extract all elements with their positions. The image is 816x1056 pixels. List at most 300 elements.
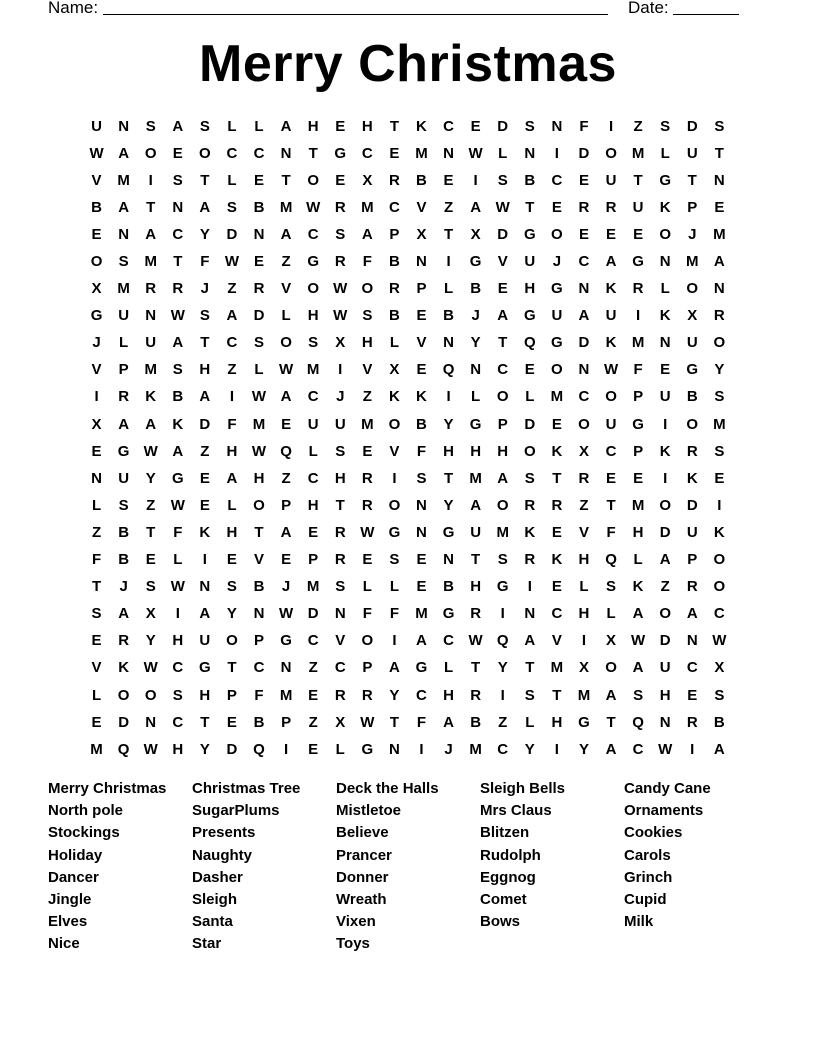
grid-letter: L bbox=[525, 388, 535, 406]
grid-letter: E bbox=[91, 225, 102, 243]
grid-letter: R bbox=[524, 551, 536, 569]
grid-letter: C bbox=[307, 469, 319, 487]
grid-letter: Z bbox=[227, 361, 237, 379]
grid-row bbox=[83, 492, 733, 519]
grid-letter: U bbox=[524, 253, 536, 271]
grid-letter: U bbox=[686, 334, 698, 352]
grid-letter: D bbox=[578, 144, 590, 162]
grid-letter: S bbox=[145, 117, 156, 135]
grid-letter: U bbox=[605, 171, 617, 189]
grid-letter: N bbox=[578, 280, 590, 298]
grid-letter: K bbox=[551, 551, 563, 569]
grid-letter: G bbox=[199, 659, 211, 677]
grid-letter: W bbox=[468, 144, 483, 162]
grid-letter: M bbox=[144, 253, 157, 271]
grid-letter: C bbox=[443, 117, 454, 135]
grid-letter: U bbox=[605, 307, 617, 325]
grid-letter: A bbox=[470, 496, 482, 514]
grid-letter: O bbox=[659, 496, 672, 514]
grid-letter: S bbox=[524, 686, 535, 704]
grid-letter: E bbox=[335, 171, 346, 189]
grid-letter: I bbox=[663, 415, 668, 433]
grid-letter: R bbox=[686, 713, 698, 731]
word-item: Wreath bbox=[336, 890, 387, 908]
grid-letter: K bbox=[388, 388, 400, 406]
grid-letter: Y bbox=[470, 334, 481, 352]
grid-letter: N bbox=[443, 334, 454, 352]
grid-row bbox=[83, 628, 733, 655]
grid-letter: O bbox=[686, 280, 699, 298]
grid-letter: P bbox=[497, 415, 508, 433]
grid-letter: A bbox=[388, 659, 400, 677]
grid-letter: S bbox=[362, 307, 373, 325]
grid-letter: B bbox=[118, 551, 130, 569]
grid-letter: E bbox=[226, 551, 237, 569]
grid-letter: U bbox=[632, 198, 644, 216]
grid-letter: T bbox=[254, 523, 264, 541]
grid-letter: S bbox=[308, 334, 319, 352]
grid-letter: F bbox=[389, 605, 399, 623]
grid-letter: H bbox=[443, 442, 454, 460]
grid-letter: R bbox=[470, 605, 482, 623]
grid-letter: G bbox=[442, 523, 455, 541]
grid-letter: T bbox=[687, 171, 697, 189]
grid-letter: N bbox=[145, 713, 157, 731]
grid-letter: O bbox=[551, 361, 563, 379]
grid-letter: G bbox=[307, 253, 319, 271]
grid-letter: L bbox=[606, 605, 616, 623]
grid-letter: N bbox=[118, 117, 130, 135]
grid-letter: C bbox=[307, 632, 319, 650]
grid-letter: S bbox=[524, 117, 535, 135]
grid-letter: L bbox=[389, 334, 399, 352]
grid-letter: F bbox=[606, 523, 616, 541]
grid-letter: Z bbox=[660, 578, 670, 596]
grid-letter: H bbox=[307, 117, 319, 135]
grid-letter: J bbox=[444, 740, 453, 758]
grid-row bbox=[83, 113, 733, 140]
grid-letter: W bbox=[143, 740, 158, 758]
grid-letter: B bbox=[253, 713, 265, 731]
grid-letter: L bbox=[227, 117, 237, 135]
grid-letter: A bbox=[280, 117, 292, 135]
grid-letter: R bbox=[334, 523, 346, 541]
grid-letter: C bbox=[416, 686, 427, 704]
grid-letter: W bbox=[468, 632, 483, 650]
grid-letter: P bbox=[254, 632, 265, 650]
grid-letter: Q bbox=[117, 740, 130, 758]
grid-letter: D bbox=[253, 307, 265, 325]
word-item: Toys bbox=[336, 935, 370, 953]
grid-letter: V bbox=[335, 632, 346, 650]
word-item: Presents bbox=[192, 824, 256, 842]
grid-letter: K bbox=[118, 659, 130, 677]
grid-letter: W bbox=[360, 523, 375, 541]
grid-letter: P bbox=[226, 686, 237, 704]
grid-letter: L bbox=[362, 578, 372, 596]
grid-letter: A bbox=[686, 605, 698, 623]
grid-letter: T bbox=[200, 713, 210, 731]
grid-letter: A bbox=[172, 334, 184, 352]
grid-letter: E bbox=[633, 225, 644, 243]
grid-letter: C bbox=[253, 659, 265, 677]
grid-letter: D bbox=[578, 334, 590, 352]
word-item: Bows bbox=[480, 913, 521, 931]
grid-row bbox=[83, 384, 733, 411]
grid-letter: L bbox=[227, 496, 237, 514]
grid-letter: T bbox=[714, 144, 724, 162]
grid-letter: G bbox=[280, 632, 292, 650]
grid-letter: O bbox=[713, 551, 726, 569]
grid-letter: P bbox=[416, 280, 427, 298]
grid-letter: L bbox=[389, 578, 399, 596]
grid-letter: S bbox=[497, 171, 508, 189]
grid-letter: E bbox=[551, 523, 562, 541]
grid-letter: K bbox=[632, 578, 644, 596]
grid-letter: A bbox=[145, 415, 157, 433]
grid-letter: R bbox=[578, 198, 590, 216]
grid-letter: T bbox=[552, 686, 562, 704]
grid-letter: A bbox=[632, 605, 644, 623]
grid-row bbox=[83, 682, 733, 709]
date-line bbox=[673, 14, 739, 15]
grid-letter: Y bbox=[199, 225, 210, 243]
grid-letter: W bbox=[279, 605, 294, 623]
grid-letter: T bbox=[146, 523, 156, 541]
grid-letter: P bbox=[687, 198, 698, 216]
grid-letter: A bbox=[605, 686, 617, 704]
grid-letter: Z bbox=[308, 713, 318, 731]
grid-letter: V bbox=[91, 659, 102, 677]
grid-row bbox=[83, 438, 733, 465]
grid-letter: E bbox=[335, 117, 346, 135]
grid-letter: D bbox=[497, 225, 509, 243]
grid-letter: B bbox=[172, 388, 184, 406]
grid-letter: M bbox=[361, 198, 374, 216]
name-line bbox=[103, 14, 608, 15]
grid-letter: P bbox=[281, 496, 292, 514]
grid-letter: P bbox=[687, 551, 698, 569]
grid-letter: E bbox=[308, 686, 319, 704]
grid-letter: E bbox=[578, 225, 589, 243]
grid-letter: Z bbox=[146, 496, 156, 514]
grid-letter: S bbox=[524, 469, 535, 487]
grid-letter: A bbox=[713, 740, 725, 758]
grid-letter: C bbox=[334, 659, 346, 677]
grid-letter: K bbox=[145, 388, 157, 406]
grid-letter: Z bbox=[579, 496, 589, 514]
grid-letter: Y bbox=[443, 415, 454, 433]
grid-letter: Q bbox=[280, 442, 292, 460]
grid-letter: M bbox=[631, 334, 645, 352]
word-item: Mrs Claus bbox=[480, 802, 552, 820]
grid-letter: N bbox=[253, 605, 265, 623]
grid-letter: I bbox=[473, 171, 478, 189]
grid-letter: D bbox=[199, 415, 211, 433]
grid-letter: M bbox=[415, 605, 428, 623]
grid-letter: T bbox=[146, 198, 156, 216]
grid-letter: Q bbox=[523, 334, 536, 352]
grid-letter: O bbox=[659, 225, 672, 243]
grid-letter: E bbox=[254, 171, 265, 189]
grid-letter: E bbox=[226, 713, 237, 731]
grid-letter: R bbox=[388, 171, 400, 189]
grid-letter: E bbox=[470, 117, 481, 135]
grid-letter: R bbox=[605, 198, 617, 216]
word-item: Dasher bbox=[192, 868, 243, 886]
grid-letter: M bbox=[577, 686, 591, 704]
grid-letter: G bbox=[90, 307, 103, 325]
grid-letter: V bbox=[578, 523, 589, 541]
grid-letter: R bbox=[524, 496, 536, 514]
word-item: Star bbox=[192, 935, 222, 953]
page-title: Merry Christmas bbox=[199, 35, 617, 93]
grid-letter: X bbox=[416, 225, 427, 243]
grid-letter: K bbox=[659, 307, 671, 325]
grid-letter: K bbox=[172, 415, 184, 433]
grid-letter: I bbox=[500, 686, 505, 704]
grid-letter: M bbox=[306, 578, 320, 596]
grid-row bbox=[83, 248, 733, 275]
grid-letter: B bbox=[470, 713, 482, 731]
grid-letter: B bbox=[388, 307, 400, 325]
grid-letter: H bbox=[226, 442, 238, 460]
grid-letter: C bbox=[551, 605, 563, 623]
grid-letter: N bbox=[280, 659, 292, 677]
grid-letter: R bbox=[388, 280, 400, 298]
grid-letter: P bbox=[633, 442, 644, 460]
grid-letter: Z bbox=[200, 442, 210, 460]
grid-letter: N bbox=[713, 280, 725, 298]
grid-letter: M bbox=[713, 225, 726, 243]
grid-letter: L bbox=[443, 280, 454, 298]
grid-letter: Z bbox=[633, 117, 643, 135]
grid-letter: G bbox=[659, 171, 672, 189]
grid-letter: H bbox=[226, 523, 238, 541]
grid-letter: H bbox=[172, 632, 184, 650]
grid-letter: F bbox=[91, 551, 102, 569]
grid-letter: N bbox=[659, 253, 671, 271]
grid-letter: S bbox=[714, 442, 725, 460]
grid-letter: M bbox=[686, 253, 699, 271]
grid-letter: Z bbox=[281, 253, 291, 271]
grid-letter: I bbox=[392, 469, 397, 487]
grid-letter: R bbox=[118, 388, 130, 406]
grid-letter: O bbox=[144, 144, 157, 162]
grid-letter: R bbox=[253, 280, 265, 298]
grid-letter: Z bbox=[281, 469, 291, 487]
word-column bbox=[192, 778, 336, 956]
grid-letter: P bbox=[118, 361, 129, 379]
grid-letter: O bbox=[388, 496, 401, 514]
grid-letter: L bbox=[579, 578, 589, 596]
grid-letter: F bbox=[416, 442, 427, 460]
grid-letter: E bbox=[497, 280, 508, 298]
grid-letter: R bbox=[361, 469, 373, 487]
grid-letter: O bbox=[226, 632, 238, 650]
grid-letter: M bbox=[631, 144, 645, 162]
grid-letter: O bbox=[280, 334, 292, 352]
grid-letter: G bbox=[551, 334, 563, 352]
grid-letter: I bbox=[608, 117, 614, 135]
grid-letter: G bbox=[686, 361, 699, 379]
grid-letter: L bbox=[335, 740, 345, 758]
word-item: Believe bbox=[336, 824, 389, 842]
grid-letter: S bbox=[714, 388, 725, 406]
grid-letter: A bbox=[443, 713, 454, 731]
grid-letter: G bbox=[442, 605, 455, 623]
word-item: Jingle bbox=[48, 890, 92, 908]
grid-letter: Y bbox=[145, 632, 156, 650]
grid-letter: T bbox=[200, 171, 210, 189]
grid-letter: Q bbox=[605, 551, 617, 569]
grid-letter: T bbox=[389, 713, 399, 731]
word-column bbox=[48, 778, 192, 956]
grid-letter: Y bbox=[714, 361, 725, 379]
word-item: Carols bbox=[624, 846, 671, 864]
grid-letter: O bbox=[659, 605, 672, 623]
grid-letter: O bbox=[361, 280, 374, 298]
grid-letter: M bbox=[279, 198, 293, 216]
grid-letter: M bbox=[306, 361, 320, 379]
word-item: Sleigh Bells bbox=[480, 780, 566, 797]
grid-letter: R bbox=[145, 280, 157, 298]
grid-letter: L bbox=[498, 144, 508, 162]
grid-letter: N bbox=[118, 225, 130, 243]
grid-letter: N bbox=[686, 632, 698, 650]
grid-letter: E bbox=[551, 198, 562, 216]
grid-letter: O bbox=[713, 578, 726, 596]
grid-letter: I bbox=[581, 632, 587, 650]
grid-letter: U bbox=[686, 144, 698, 162]
grid-letter: C bbox=[388, 198, 400, 216]
grid-letter: A bbox=[416, 632, 427, 650]
grid-letter: I bbox=[94, 388, 99, 406]
grid-letter: I bbox=[419, 740, 424, 758]
grid-row bbox=[83, 736, 733, 763]
grid-letter: W bbox=[170, 578, 185, 596]
grid-letter: P bbox=[308, 551, 319, 569]
grid-letter: H bbox=[361, 117, 373, 135]
word-column bbox=[480, 778, 624, 933]
grid-letter: V bbox=[362, 361, 373, 379]
grid-letter: H bbox=[632, 523, 644, 541]
grid-letter: H bbox=[361, 334, 373, 352]
grid-letter: E bbox=[281, 415, 292, 433]
grid-letter: Y bbox=[443, 496, 454, 514]
grid-letter: L bbox=[443, 659, 454, 677]
grid-letter: W bbox=[333, 280, 348, 298]
grid-letter: W bbox=[89, 144, 104, 162]
grid-letter: M bbox=[117, 280, 130, 298]
grid-letter: R bbox=[632, 280, 644, 298]
grid-letter: S bbox=[118, 496, 129, 514]
grid-letter: W bbox=[224, 253, 240, 271]
grid-letter: G bbox=[469, 253, 482, 271]
grid-letter: G bbox=[632, 253, 644, 271]
grid-letter: R bbox=[334, 253, 346, 271]
grid-letter: H bbox=[524, 280, 536, 298]
grid-letter: G bbox=[388, 523, 401, 541]
grid-letter: I bbox=[175, 605, 180, 623]
word-item: Milk bbox=[624, 913, 654, 931]
grid-letter: A bbox=[280, 523, 292, 541]
grid-letter: I bbox=[446, 253, 451, 271]
grid-letter: I bbox=[284, 740, 289, 758]
grid-letter: B bbox=[443, 307, 454, 325]
grid-letter: B bbox=[91, 198, 102, 216]
grid-letter: H bbox=[470, 442, 482, 460]
grid-letter: K bbox=[416, 117, 427, 135]
grid-letter: M bbox=[631, 496, 645, 514]
grid-letter: V bbox=[254, 551, 265, 569]
grid-letter: W bbox=[603, 361, 619, 379]
word-item: Cupid bbox=[624, 890, 667, 908]
grid-letter: O bbox=[578, 415, 590, 433]
grid-letter: O bbox=[551, 225, 563, 243]
grid-letter: G bbox=[632, 415, 644, 433]
grid-letter: T bbox=[498, 334, 508, 352]
grid-letter: U bbox=[118, 307, 130, 325]
grid-letter: O bbox=[605, 388, 617, 406]
grid-letter: W bbox=[333, 307, 348, 325]
grid-letter: N bbox=[416, 253, 427, 271]
grid-letter: W bbox=[712, 632, 727, 650]
grid-row bbox=[83, 465, 733, 492]
grid-letter: C bbox=[605, 442, 617, 460]
grid-letter: E bbox=[443, 171, 454, 189]
grid-letter: W bbox=[251, 442, 267, 460]
grid-letter: E bbox=[308, 523, 319, 541]
word-item: Holiday bbox=[48, 846, 103, 864]
grid-letter: L bbox=[91, 496, 102, 514]
grid-letter: G bbox=[361, 740, 374, 758]
grid-letter: C bbox=[686, 659, 698, 677]
grid-letter: C bbox=[578, 253, 590, 271]
grid-letter: K bbox=[551, 442, 563, 460]
grid-letter: K bbox=[605, 280, 617, 298]
word-item: Merry Christmas bbox=[48, 780, 167, 797]
grid-letter: D bbox=[226, 740, 238, 758]
grid-letter: C bbox=[578, 388, 590, 406]
grid-letter: C bbox=[307, 225, 319, 243]
grid-letter: S bbox=[606, 578, 617, 596]
word-item: Ornaments bbox=[624, 802, 704, 820]
grid-letter: U bbox=[91, 117, 102, 135]
grid-letter: U bbox=[145, 334, 157, 352]
grid-letter: H bbox=[199, 686, 211, 704]
grid-letter: I bbox=[338, 361, 343, 379]
grid-letter: M bbox=[279, 686, 293, 704]
grid-letter: K bbox=[416, 388, 427, 406]
word-item: Candy Cane bbox=[624, 780, 711, 797]
grid-letter: X bbox=[470, 225, 481, 243]
grid-letter: R bbox=[172, 280, 184, 298]
grid-letter: N bbox=[578, 361, 590, 379]
word-item: Deck the Halls bbox=[336, 780, 439, 797]
grid-letter: I bbox=[148, 171, 153, 189]
date-label: Date: bbox=[628, 0, 669, 17]
grid-letter: E bbox=[281, 551, 292, 569]
grid-letter: S bbox=[172, 686, 183, 704]
grid-letter: N bbox=[470, 361, 482, 379]
grid-letter: U bbox=[199, 632, 211, 650]
grid-letter: E bbox=[633, 469, 644, 487]
grid-row bbox=[83, 574, 733, 601]
grid-letter: H bbox=[470, 578, 482, 596]
grid-letter: Q bbox=[442, 361, 455, 379]
grid-letter: H bbox=[307, 496, 319, 514]
